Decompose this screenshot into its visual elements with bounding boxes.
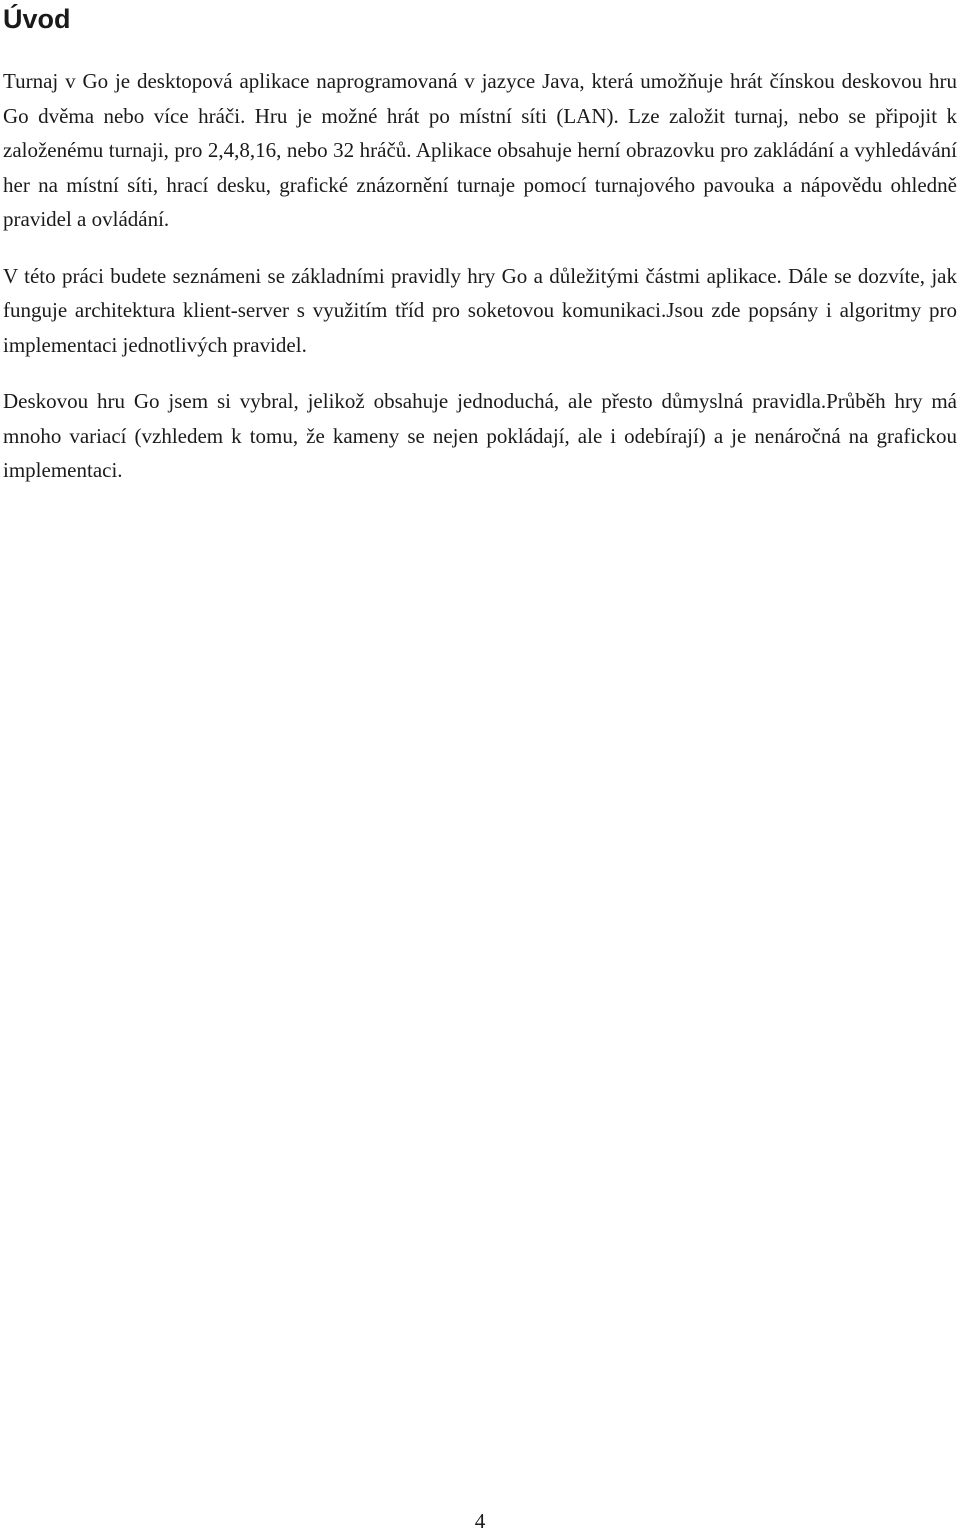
body-text: [3, 64, 957, 510]
page-number: 4: [474, 1509, 486, 1533]
section-heading: Úvod: [3, 4, 71, 34]
paragraph-overview: V této práci budete seznámeni se základními pravidly hry Go a důležitými částmi aplikace. Dále se dozvíte, jak funguje architektura klient-server s využitím tříd pro soketovou komunikaci.Jsou zde popsány i algoritmy pro implementaci jednotlivých pravidel.: [3, 263, 957, 357]
paragraph-motivation: Deskovou hru Go jsem si vybral, jelikož obsahuje jednoduchá, ale přesto důmyslná pravidla.Průběh hry má mnoho variací (vzhledem k tomu, že kameny se nejen pokládají, ale i odebírají) a je nenáročná na grafickou implementaci.: [3, 389, 957, 482]
paragraph-intro: Turnaj v Go je desktopová aplikace naprogramovaná v jazyce Java, která umožňuje hrát čínskou deskovou hru Go dvěma nebo více hráči. Hru je možné hrát po místní síti (LAN). Lze založit turnaj, nebo se připojit k založenému turnaji, pro 2,4,8,16, nebo 32 hráčů. Aplikace obsahuje herní obrazovku pro zakládání a vyhledávání her na místní síti, hrací desku, grafické znázornění turnaje pomocí turnajového pavouka a nápovědu ohledně pravidel a ovládání.: [3, 69, 957, 231]
